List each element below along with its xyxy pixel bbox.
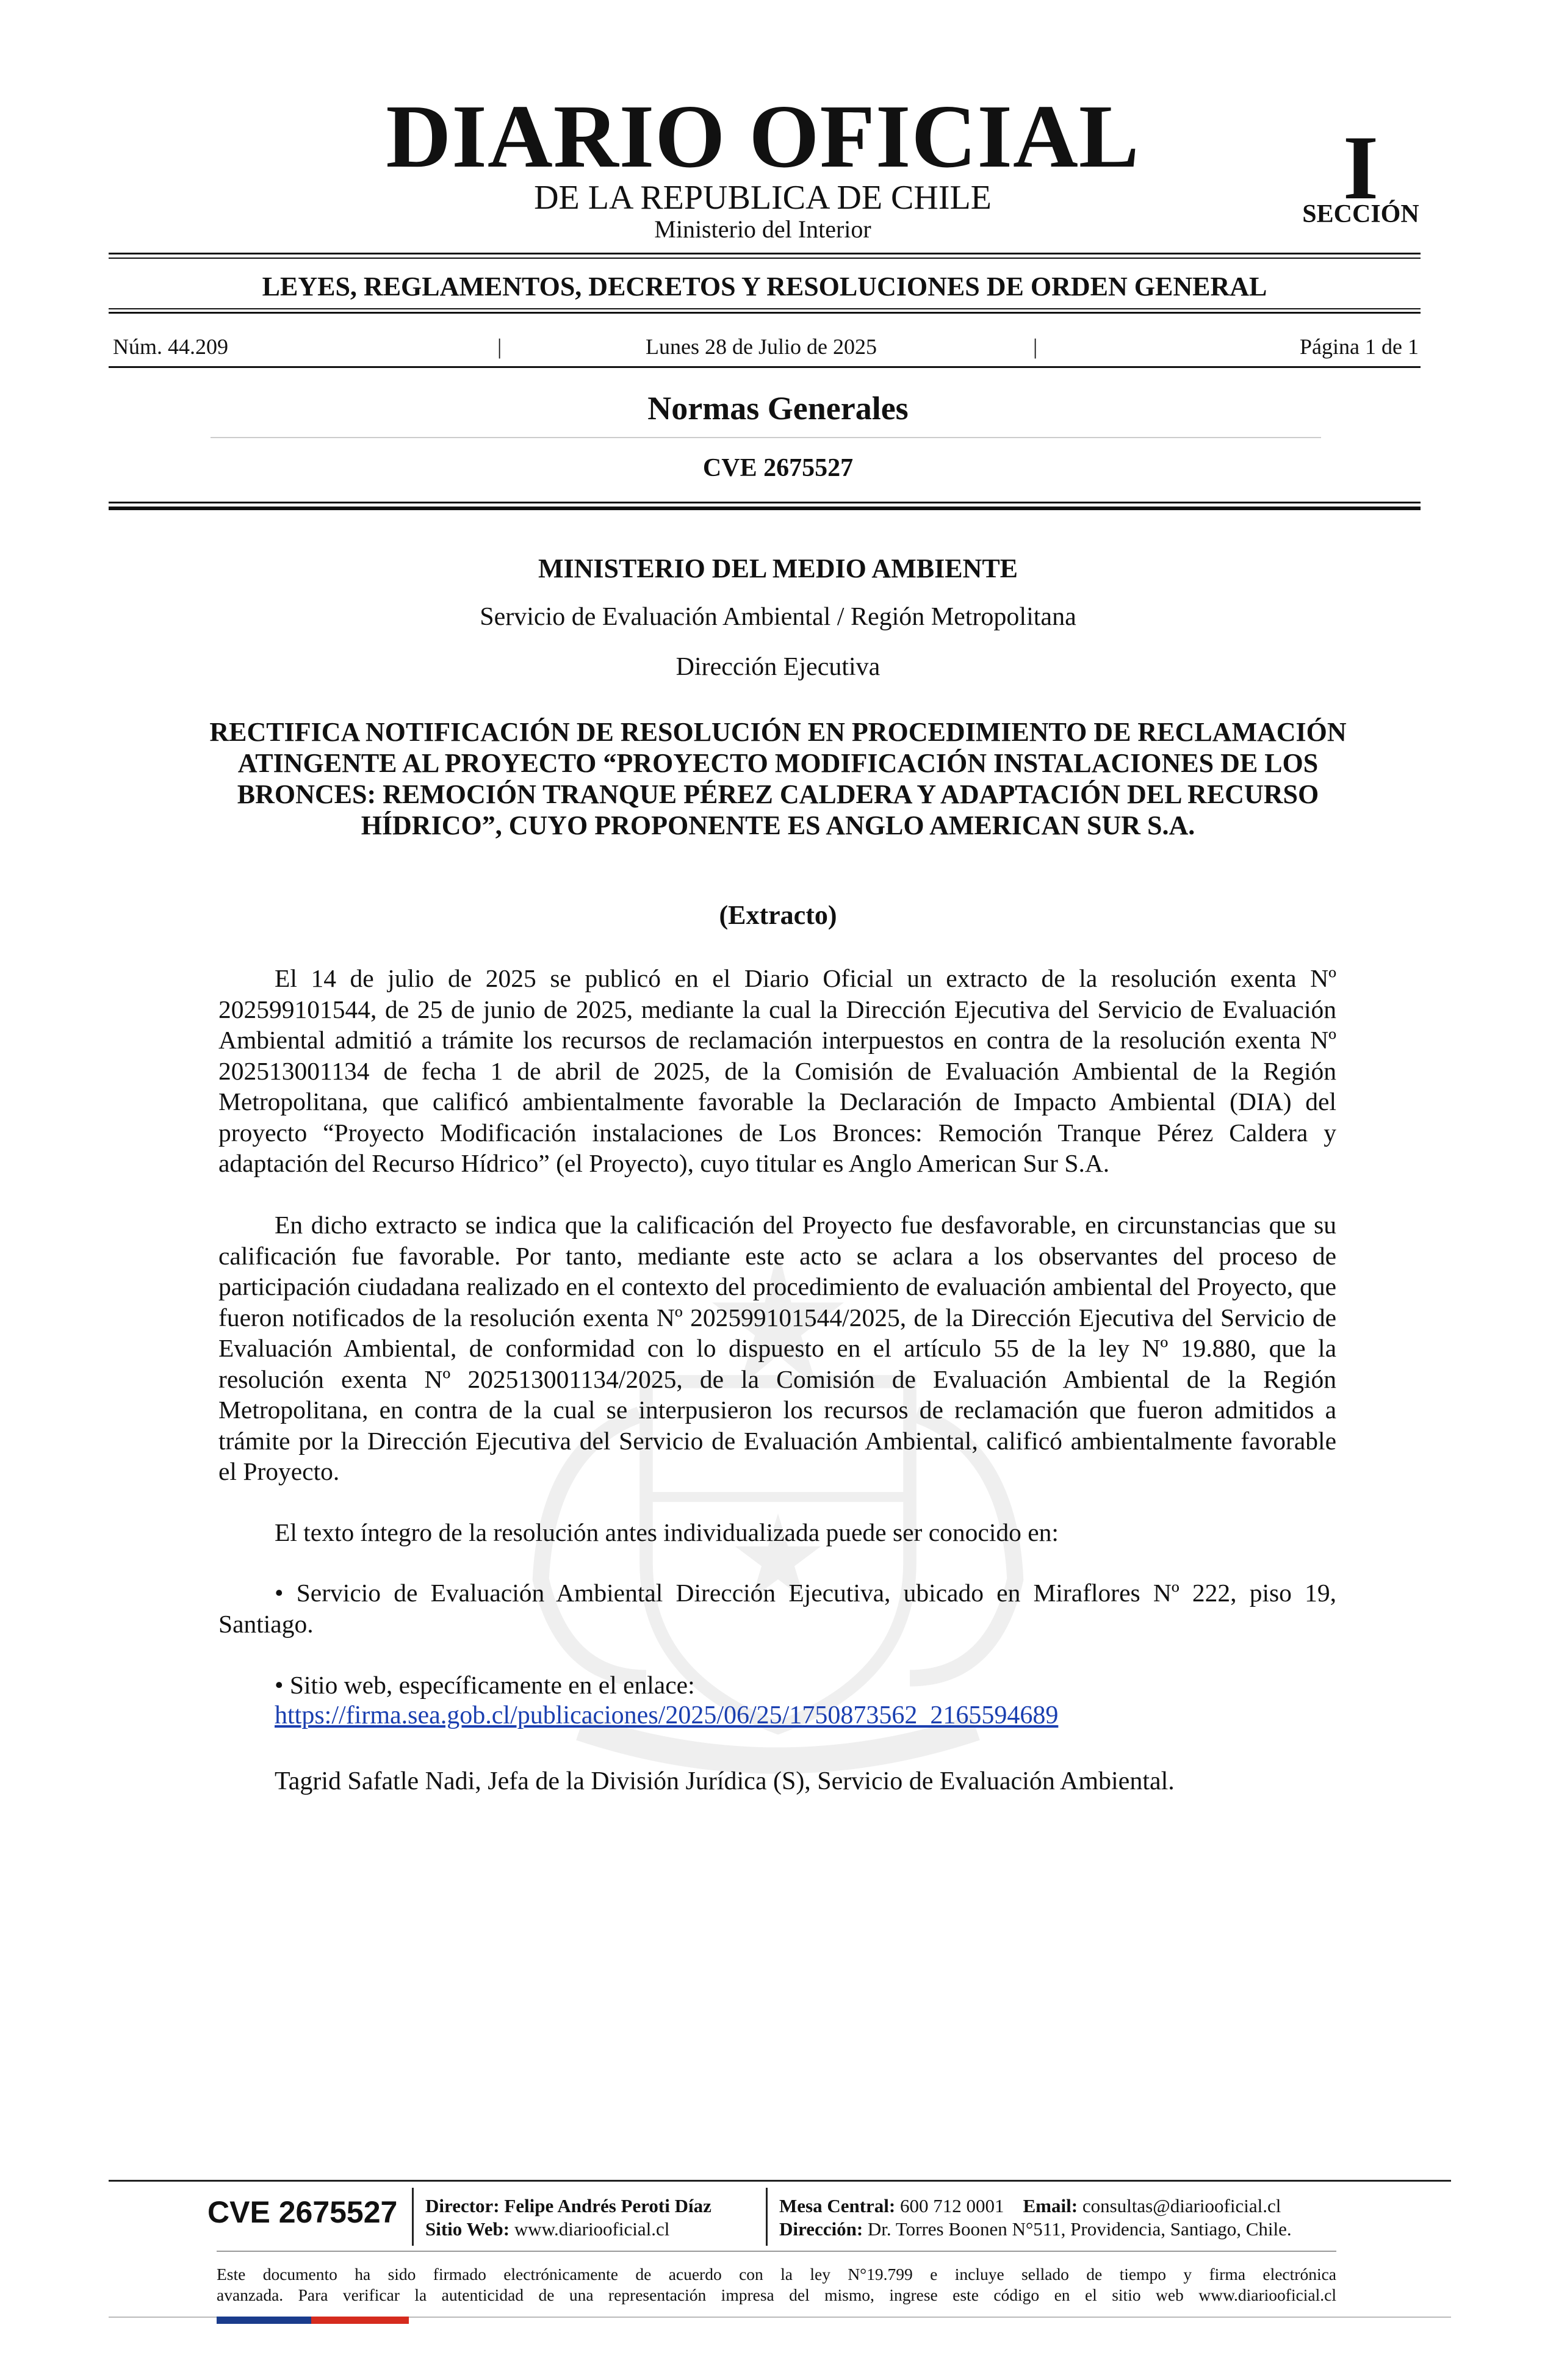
footer-director: Director: Felipe Andrés Peroti Díaz Sitio Web: www.diariooficial.cl	[425, 2195, 711, 2240]
body-paragraph-1: El 14 de julio de 2025 se publicó en el Diario Oficial un extracto de la resolución exenta Nº 202599101544, de 25 de junio de 2025, mediante la cual la Dirección Ejecutiva del Servicio de Evaluación Ambiental admitió a trámite los recursos de reclamación interpuestos en contra de la resolución exenta Nº 202513001134 de fecha 1 de abril de 2025, de la Comisión de Evaluación Ambiental de la Región Metropolitana, que calificó ambientalmente favorable la Declaración de Impacto Ambiental (DIA) del proyecto “Proyecto Modificación instalaciones de Los Bronces: Remoción Tranque Pérez Caldera y adaptación del Recurso Hídrico” (el Proyecto), cuyo titular es Anglo American Sur S.A.	[218, 964, 1336, 1177]
bullet-item-2: • Sitio web, específicamente en el enlace:	[275, 1671, 695, 1699]
issue-separator: |	[497, 334, 502, 359]
cve-code: CVE 2675527	[702, 454, 854, 482]
issue-number: Núm. 44.209	[113, 334, 228, 359]
header-rule-top	[109, 253, 1421, 254]
extract-label: (Extracto)	[719, 900, 837, 930]
issuing-service: Servicio de Evaluación Ambiental / Región Metropolitana	[480, 603, 1076, 631]
issue-separator: |	[1033, 334, 1038, 359]
issuing-ministry: MINISTERIO DEL MEDIO AMBIENTE	[538, 554, 1018, 583]
banner-rule-thin	[109, 308, 1421, 309]
footer-contact: Mesa Central: 600 712 0001 Email: consultas@diariooficial.cl Dirección: Dr. Torres Boonen N°511, Providencia, Santiago, Chile.	[779, 2195, 1292, 2240]
signature-line: Tagrid Safatle Nadi, Jefa de la División Jurídica (S), Servicio de Evaluación Ambiental.	[275, 1767, 1175, 1795]
footer-separator	[766, 2188, 768, 2246]
footer-rule-top	[109, 2180, 1451, 2182]
footer-separator	[412, 2188, 414, 2246]
section-label: SECCIÓN	[1302, 200, 1419, 228]
section-heading-rule	[211, 437, 1321, 438]
masthead-ministry: Ministerio del Interior	[654, 215, 871, 243]
body-paragraph-3: El texto íntegro de la resolución antes individualizada puede ser conocido en:	[275, 1518, 1059, 1546]
flag-stripe-blue	[217, 2317, 311, 2324]
issue-date: Lunes 28 de Julio de 2025	[646, 334, 877, 359]
bullet-item-1: • Servicio de Evaluación Ambiental Dirección Ejecutiva, ubicado en Miraflores Nº 222, piso 19, Santiago.	[218, 1579, 1336, 1638]
header-rule-top-thin	[109, 258, 1421, 259]
flag-stripe-red	[311, 2317, 409, 2324]
cve-rule-thick	[109, 507, 1421, 510]
footer-cve-code: CVE 2675527	[207, 2195, 398, 2229]
issuing-direction: Dirección Ejecutiva	[675, 653, 881, 681]
cve-rule	[109, 502, 1421, 503]
issue-info-bar	[113, 334, 1419, 359]
info-bar-rule	[109, 366, 1421, 368]
section-heading: Normas Generales	[647, 390, 909, 427]
footer-disclaimer: Este documento ha sido firmado electrónicamente de acuerdo con la ley N°19.799 e incluye sellado de tiempo y firma electrónica avanzada. Para verificar la autenticidad de una representación impresa del mismo, ingrese este código en el sitio web www.diariooficial.cl	[217, 2265, 1336, 2304]
masthead-title: DIARIO OFICIAL	[386, 87, 1140, 187]
masthead-subtitle: DE LA REPUBLICA DE CHILE	[534, 179, 992, 217]
document-title: RECTIFICA NOTIFICACIÓN DE RESOLUCIÓN EN PROCEDIMIENTO DE RECLAMACIÓN ATINGENTE AL PROYECTO “PROYECTO MODIFICACIÓN INSTALACIONES DE LOS BRONCES: REMOCIÓN TRANQUE PÉREZ CALDERA Y ADAPTACIÓN DEL RECURSO HÍDRICO”, CUYO PROPONENTE ES ANGLO AMERICAN SUR S.A.	[209, 717, 1347, 840]
issue-page: Página 1 de 1	[1300, 334, 1419, 359]
banner-heading: LEYES, REGLAMENTOS, DECRETOS Y RESOLUCIONES DE ORDEN GENERAL	[262, 272, 1267, 301]
section-number: I	[1342, 117, 1379, 218]
resolution-link[interactable]: https://firma.sea.gob.cl/publicaciones/2025/06/25/1750873562_2165594689	[275, 1701, 1059, 1729]
body-paragraph-2: En dicho extracto se indica que la calificación del Proyecto fue desfavorable, en circunstancias que su calificación fue favorable. Por tanto, mediante este acto se aclara a los observantes del proceso de participación ciudadana realizado en el contexto del procedimiento de evaluación ambiental del Proyecto, que fueron notificados de la resolución exenta Nº 202599101544/2025, de la Dirección Ejecutiva del Servicio de Evaluación Ambiental, de conformidad con lo dispuesto en el artículo 55 de la ley Nº 19.880, que la resolución exenta Nº 202513001134/2025, de la Comisión de Evaluación Ambiental de la Región Metropolitana, en contra de la cual se interpusieron los recursos de reclamación que fueron admitidos a trámite por la Dirección Ejecutiva del Servicio de Evaluación Ambiental, calificó ambientalmente favorable el Proyecto.	[218, 1211, 1336, 1485]
footer-rule-mid	[217, 2251, 1336, 2252]
banner-rule	[109, 312, 1421, 314]
